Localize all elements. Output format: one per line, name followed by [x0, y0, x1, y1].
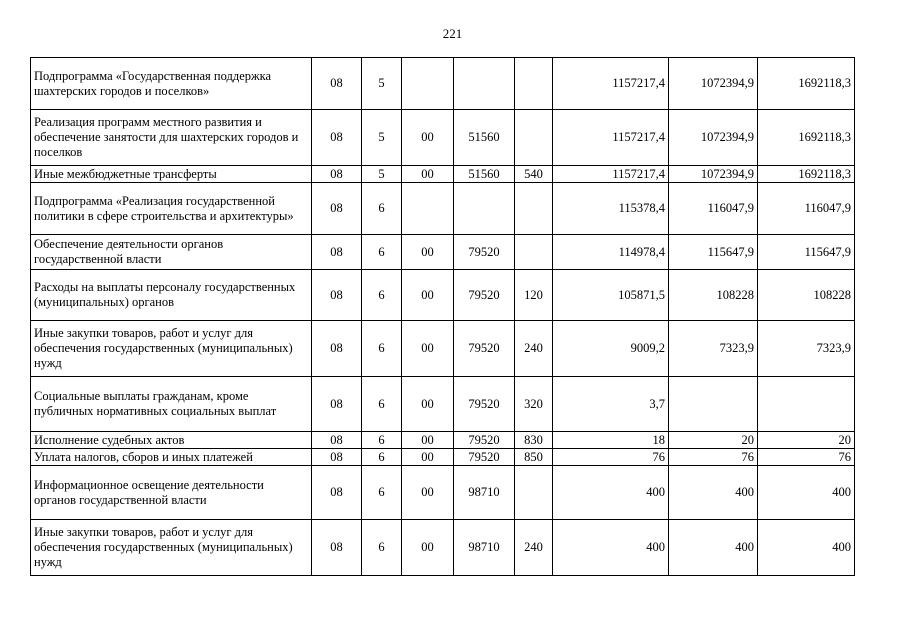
cell-program-code: 00 [402, 270, 454, 321]
cell-amount-year-2: 1072394,9 [669, 166, 758, 183]
cell-program-code: 00 [402, 449, 454, 466]
cell-target-code: 79520 [454, 235, 515, 270]
cell-section: 08 [312, 183, 362, 235]
table-row [31, 58, 855, 110]
cell-amount-year-3: 115647,9 [758, 235, 855, 270]
cell-subsection: 6 [362, 466, 402, 520]
cell-name: Информационное освещение деятельности органов государственной власти [31, 466, 312, 520]
cell-target-code [454, 58, 515, 110]
cell-amount-year-2: 115647,9 [669, 235, 758, 270]
cell-name: Иные закупки товаров, работ и услуг для обеспечения государственных (муниципальных) нужд [31, 321, 312, 377]
cell-subsection: 5 [362, 166, 402, 183]
cell-amount-year-2: 108228 [669, 270, 758, 321]
cell-subsection: 6 [362, 270, 402, 321]
cell-subsection: 6 [362, 235, 402, 270]
cell-target-code: 79520 [454, 432, 515, 449]
cell-amount-year-2: 400 [669, 466, 758, 520]
cell-section: 08 [312, 166, 362, 183]
cell-program-code: 00 [402, 377, 454, 432]
cell-subsection: 5 [362, 110, 402, 166]
cell-subsection: 6 [362, 183, 402, 235]
table-row [31, 432, 855, 449]
cell-section: 08 [312, 377, 362, 432]
cell-expense-type [515, 110, 553, 166]
cell-amount-year-1: 9009,2 [553, 321, 669, 377]
cell-program-code: 00 [402, 466, 454, 520]
table-row [31, 270, 855, 321]
cell-name: Уплата налогов, сборов и иных платежей [31, 449, 312, 466]
cell-section: 08 [312, 449, 362, 466]
cell-subsection: 5 [362, 58, 402, 110]
table-row [31, 449, 855, 466]
cell-subsection: 6 [362, 432, 402, 449]
cell-amount-year-1: 105871,5 [553, 270, 669, 321]
cell-amount-year-2: 76 [669, 449, 758, 466]
cell-section: 08 [312, 58, 362, 110]
cell-target-code: 79520 [454, 270, 515, 321]
cell-amount-year-1: 400 [553, 520, 669, 576]
cell-target-code: 98710 [454, 520, 515, 576]
cell-amount-year-2 [669, 377, 758, 432]
cell-amount-year-2: 20 [669, 432, 758, 449]
cell-name: Подпрограмма «Государственная поддержка шахтерских городов и поселков» [31, 58, 312, 110]
cell-expense-type [515, 235, 553, 270]
cell-section: 08 [312, 432, 362, 449]
cell-amount-year-1: 115378,4 [553, 183, 669, 235]
cell-subsection: 6 [362, 321, 402, 377]
cell-amount-year-1: 400 [553, 466, 669, 520]
cell-target-code [454, 183, 515, 235]
cell-target-code: 51560 [454, 166, 515, 183]
cell-amount-year-3: 76 [758, 449, 855, 466]
cell-amount-year-2: 1072394,9 [669, 110, 758, 166]
table-row [31, 321, 855, 377]
table-row [31, 183, 855, 235]
cell-subsection: 6 [362, 449, 402, 466]
table-row [31, 520, 855, 576]
cell-section: 08 [312, 466, 362, 520]
cell-amount-year-3: 1692118,3 [758, 110, 855, 166]
cell-amount-year-3: 400 [758, 466, 855, 520]
cell-program-code [402, 58, 454, 110]
table-row [31, 377, 855, 432]
cell-expense-type: 240 [515, 321, 553, 377]
cell-amount-year-3: 400 [758, 520, 855, 576]
cell-section: 08 [312, 520, 362, 576]
cell-amount-year-2: 1072394,9 [669, 58, 758, 110]
cell-amount-year-2: 116047,9 [669, 183, 758, 235]
table-row [31, 466, 855, 520]
cell-target-code: 79520 [454, 449, 515, 466]
cell-program-code: 00 [402, 110, 454, 166]
cell-amount-year-3: 108228 [758, 270, 855, 321]
cell-amount-year-3: 20 [758, 432, 855, 449]
cell-program-code: 00 [402, 520, 454, 576]
cell-section: 08 [312, 235, 362, 270]
cell-name: Обеспечение деятельности органов государственной власти [31, 235, 312, 270]
cell-amount-year-3: 116047,9 [758, 183, 855, 235]
cell-expense-type: 830 [515, 432, 553, 449]
cell-program-code [402, 183, 454, 235]
cell-expense-type: 540 [515, 166, 553, 183]
cell-amount-year-1: 18 [553, 432, 669, 449]
cell-section: 08 [312, 321, 362, 377]
cell-amount-year-1: 1157217,4 [553, 58, 669, 110]
cell-target-code: 51560 [454, 110, 515, 166]
cell-expense-type: 320 [515, 377, 553, 432]
cell-program-code: 00 [402, 166, 454, 183]
cell-expense-type: 120 [515, 270, 553, 321]
cell-name: Подпрограмма «Реализация государственной политики в сфере строительства и архитектуры» [31, 183, 312, 235]
cell-expense-type [515, 183, 553, 235]
cell-amount-year-1: 1157217,4 [553, 110, 669, 166]
cell-name: Иные закупки товаров, работ и услуг для обеспечения государственных (муниципальных) нужд [31, 520, 312, 576]
cell-expense-type: 850 [515, 449, 553, 466]
cell-program-code: 00 [402, 235, 454, 270]
cell-amount-year-3 [758, 377, 855, 432]
cell-name: Социальные выплаты гражданам, кроме публичных нормативных социальных выплат [31, 377, 312, 432]
table-row [31, 110, 855, 166]
cell-name: Расходы на выплаты персоналу государственных (муниципальных) органов [31, 270, 312, 321]
cell-amount-year-2: 400 [669, 520, 758, 576]
cell-amount-year-3: 7323,9 [758, 321, 855, 377]
cell-amount-year-2: 7323,9 [669, 321, 758, 377]
cell-amount-year-1: 76 [553, 449, 669, 466]
cell-name: Реализация программ местного развития и обеспечение занятости для шахтерских городов и поселков [31, 110, 312, 166]
cell-amount-year-3: 1692118,3 [758, 58, 855, 110]
budget-table [30, 57, 855, 576]
cell-expense-type [515, 466, 553, 520]
cell-subsection: 6 [362, 377, 402, 432]
table-row [31, 235, 855, 270]
cell-subsection: 6 [362, 520, 402, 576]
cell-target-code: 79520 [454, 321, 515, 377]
cell-name: Исполнение судебных актов [31, 432, 312, 449]
cell-amount-year-1: 1157217,4 [553, 166, 669, 183]
cell-target-code: 98710 [454, 466, 515, 520]
cell-section: 08 [312, 270, 362, 321]
cell-expense-type [515, 58, 553, 110]
cell-amount-year-1: 3,7 [553, 377, 669, 432]
cell-section: 08 [312, 110, 362, 166]
cell-program-code: 00 [402, 321, 454, 377]
cell-target-code: 79520 [454, 377, 515, 432]
cell-amount-year-3: 1692118,3 [758, 166, 855, 183]
table-body [31, 58, 855, 576]
cell-name: Иные межбюджетные трансферты [31, 166, 312, 183]
page-number: 221 [442, 26, 463, 41]
cell-program-code: 00 [402, 432, 454, 449]
cell-expense-type: 240 [515, 520, 553, 576]
table-row [31, 166, 855, 183]
cell-amount-year-1: 114978,4 [553, 235, 669, 270]
